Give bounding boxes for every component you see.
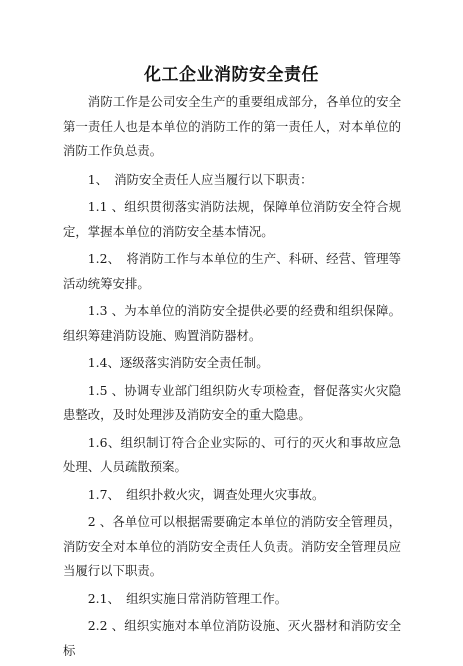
paragraph-1-6: 1.6、组织制订符合企业实际的、可行的灭火和事故应急处理、人员疏散预案。 xyxy=(63,434,401,474)
paragraph-1-7: 1.7、 组织扑救火灾，调查处理火灾事故。 xyxy=(87,486,325,502)
paragraph-1-4: 1.4、逐级落实消防安全责任制。 xyxy=(87,355,269,370)
paragraph-2-2: 2.2 、组织实施对本单位消防设施、灭火器材和消防安全标 xyxy=(63,618,401,658)
document-title: 化工企业消防安全责任 xyxy=(144,65,319,85)
paragraph-intro: 消防工作是公司安全生产的重要组成部分，各单位的安全第一责任人也是本单位的消防工作的第一责任人，对本单位的消防工作负总责。 xyxy=(63,94,401,158)
document-body xyxy=(63,90,401,666)
paragraph-2-1: 2.1、 组织实施日常消防管理工作。 xyxy=(87,590,288,606)
paragraph-section-1: 1、 消防安全责任人应当履行以下职责： xyxy=(87,171,313,187)
paragraph-1-1: 1.1 、组织贯彻落实消防法规，保障单位消防安全符合规定，掌握本单位的消防安全基本情况。 xyxy=(63,199,401,239)
paragraph-1-5: 1.5 、协调专业部门组织防火专项检查，督促落实火灾隐患整改，及时处理涉及消防安全的重大隐患。 xyxy=(63,382,401,422)
paragraph-1-2: 1.2、 将消防工作与本单位的生产、科研、经营、管理等活动统筹安排。 xyxy=(63,251,401,291)
paragraph-section-2: 2 、各单位可以根据需要确定本单位的消防安全管理员，消防安全对本单位的消防安全责任人负责。消防安全管理员应当履行以下职责。 xyxy=(63,514,401,578)
paragraph-1-3: 1.3 、为本单位的消防安全提供必要的经费和组织保障。组织筹建消防设施、购置消防器材。 xyxy=(63,303,401,343)
